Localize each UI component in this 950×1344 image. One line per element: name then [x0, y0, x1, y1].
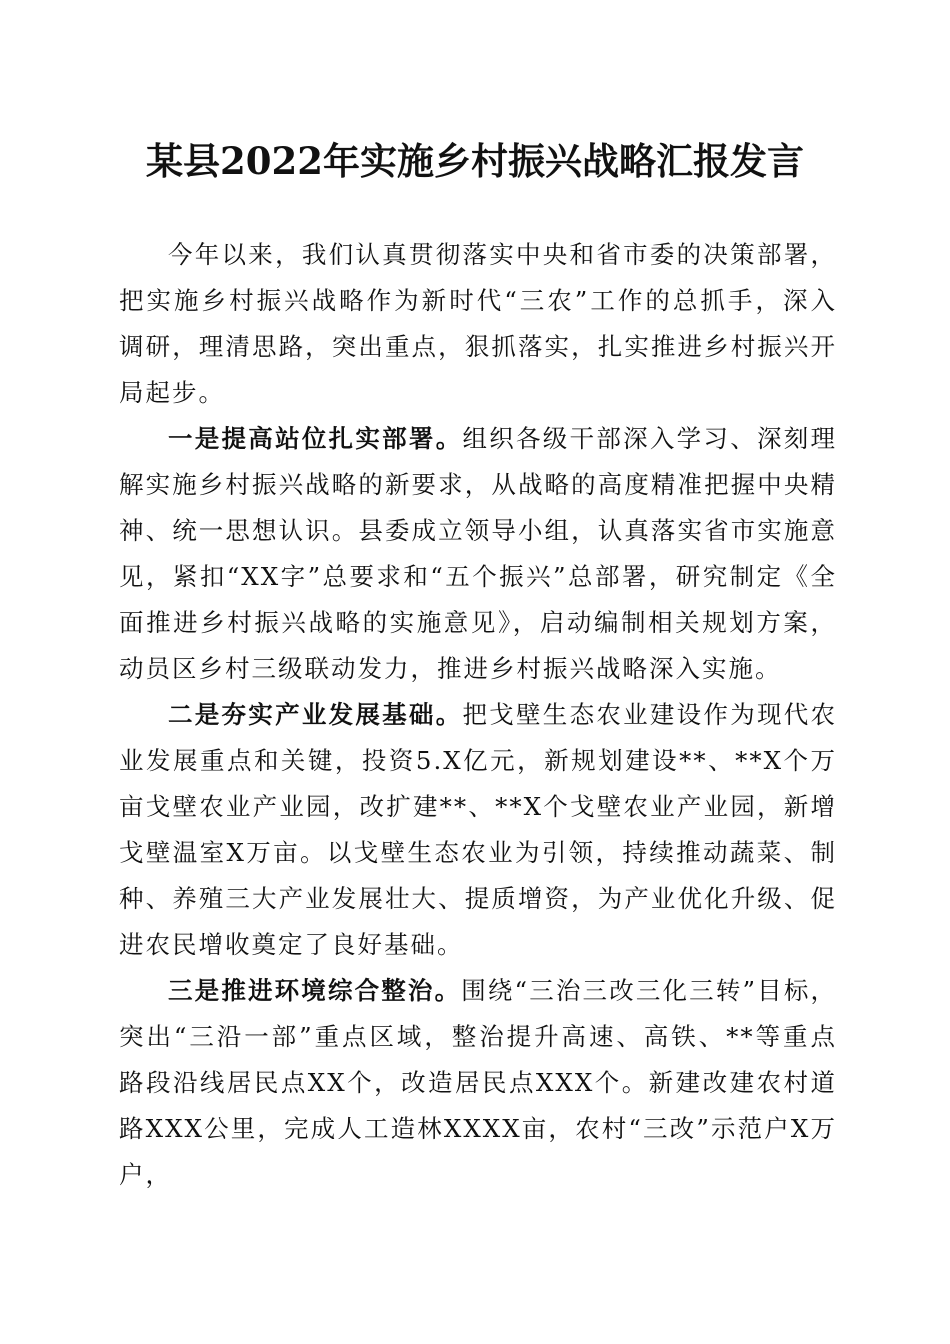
paragraph-point-one	[119, 416, 837, 692]
paragraph-text: 把戈壁生态农业建设作为现代农业发展重点和关键，投资5.X亿元，新规划建设**、**X个万亩戈壁农业产业园，改扩建**、**X个戈壁农业产业园，新增戈壁温室X万亩。以戈壁生态农业为引领，持续推动蔬菜、制种、养殖三大产业发展壮大、提质增资，为产业优化升级、促进农民增收奠定了良好基础。	[119, 700, 838, 959]
paragraph-point-two	[119, 692, 837, 968]
document-body	[119, 232, 837, 1198]
paragraph-text: 围绕“三治三改三化三转”目标，突出“三沿一部”重点区域，整治提升高速、高铁、**等重点路段沿线居民点XX个，改造居民点XXX个。新建改建农村道路XXX公里，完成人工造林XXXX亩，农村“三改”示范户X万户，	[119, 976, 837, 1189]
paragraph-text: 今年以来，我们认真贯彻落实中央和省市委的决策部署，把实施乡村振兴战略作为新时代“三农”工作的总抓手，深入调研，理清思路，突出重点，狠抓落实，扎实推进乡村振兴开局起步。	[119, 240, 837, 407]
paragraph-text: 组织各级干部深入学习、深刻理解实施乡村振兴战略的新要求，从战略的高度精准把握中央精神、统一思想认识。县委成立领导小组，认真落实省市实施意见，紧扣“XX字”总要求和“五个振兴”总部署，研究制定《全面推进乡村振兴战略的实施意见》，启动编制相关规划方案，动员区乡村三级联动发力，推进乡村振兴战略深入实施。	[119, 424, 838, 683]
paragraph-lead: 一是提高站位扎实部署。	[168, 424, 463, 453]
paragraph-intro	[119, 232, 837, 416]
paragraph-point-three	[119, 968, 837, 1198]
paragraph-lead: 三是推进环境综合整治。	[168, 976, 462, 1005]
document-title: 某县2022年实施乡村振兴战略汇报发言	[146, 139, 804, 183]
paragraph-lead: 二是夯实产业发展基础。	[168, 700, 463, 729]
